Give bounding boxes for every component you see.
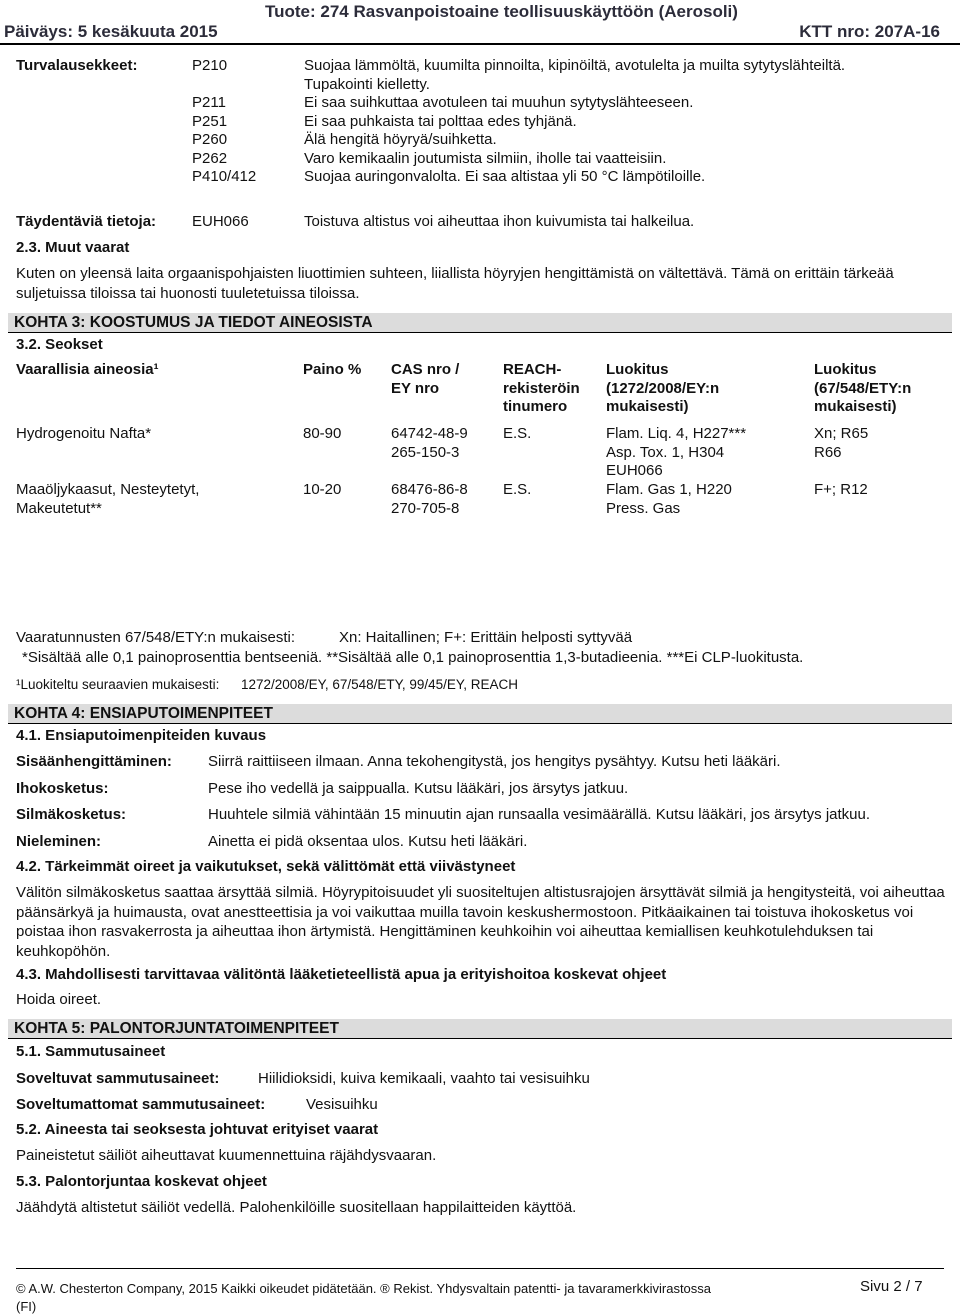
precaution-code: P251 — [192, 112, 228, 130]
precaution-text: Tupakointi kielletty. — [304, 75, 430, 93]
table-cell: E.S. — [503, 425, 532, 442]
table-cell: 80-90 — [303, 425, 342, 442]
table-cell: Xn; R65 R66 — [814, 425, 869, 461]
precaution-text: Suojaa auringonvalolta. Ei saa altistaa yli 50 °C lämpötiloille. — [304, 168, 706, 185]
first-aid-text: Huuhtele silmiä vähintään 15 minuutin ajan runsaalla vesimäärällä. Kutsu lääkäri, jos ärsytys jatkuu. — [208, 806, 871, 823]
table-header-cell: Luokitus (67/548/ETY:n mukaisesti) — [814, 361, 912, 415]
precaution-text: Varo kemikaalin joutumista silmiin, iholle tai vaatteisiin. — [304, 149, 667, 167]
table-cell: Flam. Gas 1, H220 Press. Gas — [606, 481, 732, 517]
section4-title: KOHTA 4: ENSIAPUTOIMENPITEET — [8, 704, 952, 724]
note-footnotes: *Sisältää alle 0,1 painoprosenttia bentseeniä. **Sisältää alle 0,1 painoprosenttia 1,3-butadieenia. ***Ei CLP-luokitusta. — [22, 649, 804, 666]
precaution-code: P410/412 — [192, 168, 257, 185]
section4-sub1: 4.1. Ensiaputoimenpiteiden kuvaus — [16, 727, 267, 744]
precaution-code: P260 — [192, 131, 228, 148]
table-header-cell: Paino % — [303, 361, 362, 378]
first-aid-text: Pese iho vedellä ja saippualla. Kutsu lääkäri, jos ärsytys jatkuu. — [208, 779, 629, 797]
section5-title: KOHTA 5: PALONTORJUNTATOIMENPITEET — [8, 1019, 952, 1039]
other-hazards-text: Kuten on yleensä laita orgaanispohjaisten liuottimien suhteen, liiallista höyryjen hengittämistä on vältettävä. Tämä on erittäin tärkeää suljetuissa tiloissa tai huonosti tuuletetuissa tiloissa. — [16, 265, 894, 302]
precaution-text: Älä hengitä höyryä/suihketta. — [304, 131, 497, 148]
table-header-cell: CAS nro / EY nro — [391, 361, 460, 397]
suitable-media-label: Soveltuvat sammutusaineet: — [16, 1070, 220, 1087]
section4-treatment-text: Hoida oireet. — [16, 991, 102, 1008]
header-ktt: KTT nro: 207A-16 — [799, 22, 940, 41]
table-cell: E.S. — [503, 481, 532, 498]
first-aid-text: Ainetta ei pidä oksentaa ulos. Kutsu heti lääkäri. — [208, 832, 528, 850]
precaution-code: P262 — [192, 149, 228, 167]
unsuitable-media-text: Vesisuihku — [306, 1096, 378, 1113]
table-cell: 10-20 — [303, 481, 342, 498]
section5-advice-text: Jäähdytä altistetut säiliöt vedellä. Palohenkilöille suositellaan happilaitteiden käyttöä. — [16, 1199, 577, 1216]
section5-sub2: 5.2. Aineesta tai seoksesta johtuvat erityiset vaarat — [16, 1121, 379, 1138]
section4-sub3: 4.3. Mahdollisesti tarvittavaa välitöntä lääketieteellistä apua ja erityishoitoa koskevat ohjeet — [16, 966, 667, 983]
page-header — [0, 0, 960, 42]
table-header-cell: REACH- rekisteröin tinumero — [503, 361, 580, 415]
section5-sub3: 5.3. Palontorjuntaa koskevat ohjeet — [16, 1173, 267, 1190]
table-cell: Flam. Liq. 4, H227*** Asp. Tox. 1, H304 EUH066 — [606, 425, 747, 479]
footer-divider — [16, 1268, 944, 1269]
footer-page-number: Sivu 2 / 7 — [860, 1278, 923, 1295]
other-hazards-heading: 2.3. Muut vaarat — [16, 239, 130, 256]
precaution-text: Suojaa lämmöltä, kuumilta pinnoilta, kipinöiltä, avotulelta ja muilta sytytyslähteiltä. — [304, 57, 846, 74]
note-classification-text: 1272/2008/EY, 67/548/ETY, 99/45/EY, REACH — [241, 677, 518, 692]
note-classification-label: ¹Luokiteltu seuraavien mukaisesti: — [16, 677, 220, 692]
section3-subheading: 3.2. Seokset — [16, 336, 103, 353]
supplementary-text: Toistuva altistus voi aiheuttaa ihon kuivumista tai halkeilua. — [304, 213, 695, 230]
table-header-cell: Vaarallisia aineosia¹ — [16, 361, 159, 378]
header-product: Tuote: 274 Rasvanpoistoaine teollisuuskäyttöön (Aerosoli) — [265, 2, 738, 21]
table-cell: Hydrogenoitu Nafta* — [16, 425, 152, 442]
first-aid-label: Silmäkosketus: — [16, 806, 127, 823]
section4-sub2: 4.2. Tärkeimmät oireet ja vaikutukset, sekä välittömät että viivästyneet — [16, 858, 516, 875]
section5-hazards-text: Paineistetut säiliöt aiheuttavat kuumennettuina räjähdysvaaran. — [16, 1147, 437, 1164]
first-aid-label: Sisäänhengittäminen: — [16, 753, 172, 770]
section4-symptoms-text: Välitön silmäkosketus saattaa ärsyttää silmiä. Höyrypitoisuudet yli suositeltujen altistusrajojen ärsyttävät silmiä ja hengitysteitä, voi aiheuttaa päänsärkyä ja huimausta, ovat anestteettisia ja voi vaikuttaa muilla tavoin keskushermostoon. Pitkäaikainen tai toistuva ihokosketus voi poistaa ihon rasvakerrosta ja aiheuttaa ihon ärtymistä. Hengittäminen keuhkoihin voi aiheuttaa kemiallisen keuhkotulehduksen tai keuhkopöhön. — [16, 884, 945, 960]
table-cell: F+; R12 — [814, 481, 868, 498]
table-header-cell: Luokitus (1272/2008/EY:n mukaisesti) — [606, 361, 720, 415]
footer-copyright: © A.W. Chesterton Company, 2015 Kaikki oikeudet pidätetään. ® Rekist. Yhdysvaltain patentti- ja tavaramerkkivirastossa — [16, 1281, 712, 1296]
note-hazard-label: Vaaratunnusten 67/548/ETY:n mukaisesti: — [16, 629, 296, 646]
supplementary-code: EUH066 — [192, 213, 249, 230]
footer-language: (FI) — [16, 1299, 37, 1314]
suitable-media-text: Hiilidioksidi, kuiva kemikaali, vaahto tai vesisuihku — [258, 1070, 590, 1087]
precaution-code: P210 — [192, 57, 228, 74]
first-aid-text: Siirrä raittiiseen ilmaan. Anna tekohengitystä, jos hengitys pysähtyy. Kutsu heti lääkäri. — [208, 753, 781, 770]
note-hazard-text: Xn: Haitallinen; F+: Erittäin helposti syttyvää — [339, 629, 633, 646]
precaution-text: Ei saa puhkaista tai polttaa edes tyhjänä. — [304, 112, 577, 130]
supplementary-label: Täydentäviä tietoja: — [16, 213, 157, 230]
precautions-label: Turvalausekkeet: — [16, 57, 138, 74]
header-divider — [0, 43, 960, 45]
table-cell: Maaöljykaasut, Nesteytetyt, Makeutetut** — [16, 481, 200, 517]
first-aid-label: Nieleminen: — [16, 832, 102, 850]
table-cell: 64742-48-9 265-150-3 — [391, 425, 468, 461]
header-date: Päiväys: 5 kesäkuuta 2015 — [4, 22, 218, 41]
section5-sub1: 5.1. Sammutusaineet — [16, 1043, 166, 1060]
precaution-code: P211 — [192, 94, 226, 111]
precaution-text: Ei saa suihkuttaa avotuleen tai muuhun sytytyslähteeseen. — [304, 94, 694, 111]
first-aid-label: Ihokosketus: — [16, 779, 109, 797]
unsuitable-media-label: Soveltumattomat sammutusaineet: — [16, 1096, 266, 1113]
section3-title: KOHTA 3: KOOSTUMUS JA TIEDOT AINEOSISTA — [8, 313, 952, 333]
table-cell: 68476-86-8 270-705-8 — [391, 481, 468, 517]
